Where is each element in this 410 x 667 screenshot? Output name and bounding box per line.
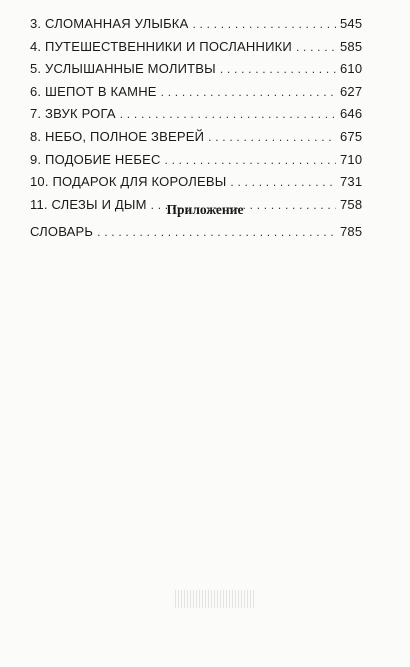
toc-entry-glossary[interactable] (30, 224, 362, 247)
toc-entry[interactable] (30, 61, 362, 84)
toc-entry-page: 758 (336, 197, 362, 212)
toc-entry[interactable] (30, 129, 362, 152)
toc-entry-page: 627 (336, 84, 362, 99)
toc-entry-title: 4. ПУТЕШЕСТВЕННИКИ И ПОСЛАННИКИ (30, 39, 296, 54)
toc-entry-title: СЛОВАРЬ (30, 224, 97, 239)
show-through-barcode (175, 590, 255, 608)
appendix-heading: Приложение (166, 202, 244, 217)
toc-leader-dots (208, 130, 336, 144)
toc-leader-dots (220, 62, 336, 76)
toc-entry[interactable] (30, 106, 362, 129)
toc-entry-title: 6. ШЕПОТ В КАМНЕ (30, 84, 161, 99)
toc-entry-title: 3. СЛОМАННАЯ УЛЫБКА (30, 16, 192, 31)
toc-entry-title: 5. УСЛЫШАННЫЕ МОЛИТВЫ (30, 61, 220, 76)
toc-leader-dots (97, 225, 336, 239)
toc-entry[interactable] (30, 174, 362, 197)
toc-entry-title: 10. ПОДАРОК ДЛЯ КОРОЛЕВЫ (30, 174, 230, 189)
toc-leader-dots (230, 175, 336, 189)
toc-entry-page: 585 (336, 39, 362, 54)
toc-entry-title: 11. СЛЕЗЫ И ДЫМ (30, 197, 151, 212)
toc-entry[interactable] (30, 152, 362, 175)
toc-entry-page: 710 (336, 152, 362, 167)
toc-leader-dots (165, 153, 336, 167)
toc-entry[interactable] (30, 84, 362, 107)
toc-entry-page: 646 (336, 106, 362, 121)
toc-entry-page: 610 (336, 61, 362, 76)
toc-entry-page: 675 (336, 129, 362, 144)
toc-leader-dots (161, 85, 336, 99)
table-of-contents (30, 16, 362, 219)
toc-entry-page: 785 (336, 224, 362, 239)
toc-entry-title: 9. ПОДОБИЕ НЕБЕС (30, 152, 165, 167)
toc-entry-page: 545 (336, 16, 362, 31)
toc-leader-dots (296, 40, 336, 54)
toc-entry-title: 8. НЕБО, ПОЛНОЕ ЗВЕРЕЙ (30, 129, 208, 144)
toc-entry-page: 731 (336, 174, 362, 189)
toc-leader-dots (120, 107, 336, 121)
toc-entry[interactable] (30, 39, 362, 62)
toc-leader-dots (192, 17, 336, 31)
toc-entry[interactable] (30, 16, 362, 39)
toc-entry-title: 7. ЗВУК РОГА (30, 106, 120, 121)
